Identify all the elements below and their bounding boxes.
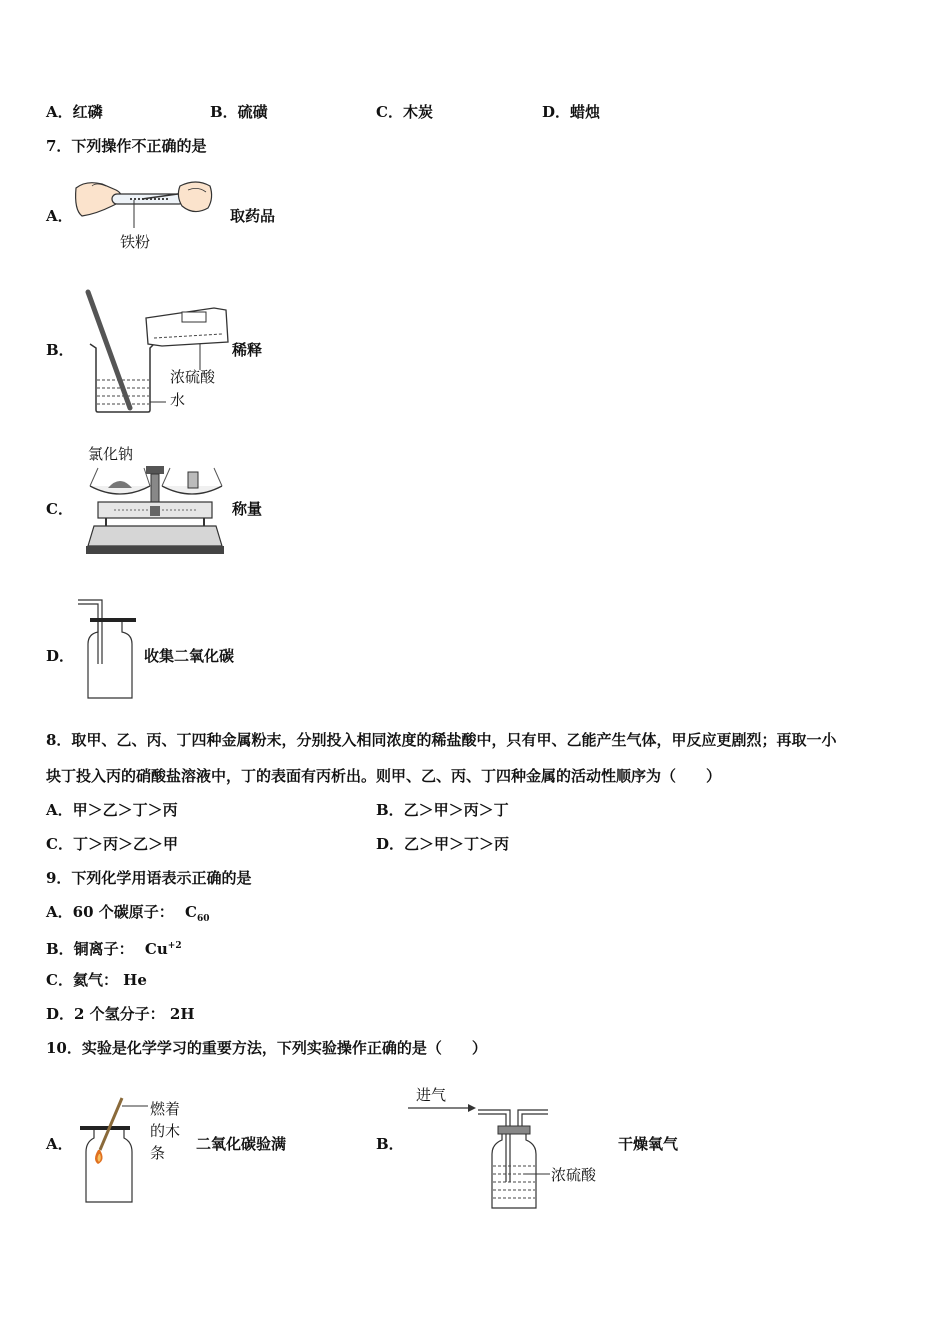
q7-b-dilute-figure (82, 288, 232, 416)
q9-option-b (46, 936, 182, 959)
q6-option-a: A．红磷 (46, 103, 103, 121)
q10-b-caption: 干燥氧气 (618, 1135, 679, 1153)
q7-c-balance-figure (84, 462, 226, 556)
q7-c-letter: C． (46, 500, 73, 518)
q9-stem: 9．下列化学用语表示正确的是 (46, 869, 252, 887)
q10-b-label-acid: 浓硫酸 (551, 1166, 597, 1184)
q7-d-letter: D． (46, 647, 75, 665)
q8-stem-line1: 8．取甲、乙、丙、丁四种金属粉末，分别投入相同浓度的稀盐酸中，只有甲、乙能产生气体，甲反应更剧烈；再取一小 (46, 731, 837, 749)
q9-b-formula: Cu (144, 940, 168, 958)
q10-a-co2-test-figure (74, 1094, 150, 1206)
q6-option-b: B．硫磺 (210, 103, 268, 121)
q7-a-letter: A． (46, 207, 73, 225)
q10-b-label-inlet: 进气 (416, 1086, 447, 1104)
q8-stem-line2: 块丁投入丙的硝酸盐溶液中，丁的表面有丙析出。则甲、乙、丙、丁四种金属的活动性顺序为（ ） (46, 767, 722, 785)
q9-b-superscript: +2 (167, 941, 182, 951)
q9-a-subscript: 60 (196, 914, 210, 924)
q7-d-caption: 收集二氧化碳 (144, 647, 235, 665)
q10-b-gas-wash-bottle-figure (404, 1098, 554, 1214)
q7-b-label-water: 水 (170, 391, 186, 409)
q7-a-caption: 取药品 (230, 207, 276, 225)
q9-b-text: B．铜离子： (46, 940, 134, 958)
q9-option-c: C．氦气： He (46, 971, 147, 989)
q9-a-formula: C (184, 903, 197, 921)
q7-d-gas-bottle-figure (76, 598, 140, 702)
q10-a-label-1: 燃着 (150, 1100, 181, 1118)
q10-a-caption: 二氧化碳验满 (196, 1135, 287, 1153)
q7-a-label-iron: 铁粉 (120, 233, 151, 251)
q6-option-c: C．木炭 (376, 103, 433, 121)
q7-stem: 7．下列操作不正确的是 (46, 137, 207, 155)
q7-b-label-acid: 浓硫酸 (170, 368, 216, 386)
q8-option-b: B．乙＞甲＞丙＞丁 (376, 801, 509, 819)
q7-b-letter: B． (46, 341, 74, 359)
q10-b-letter: B． (376, 1135, 404, 1153)
q7-c-caption: 称量 (232, 500, 263, 518)
q6-option-d: D．蜡烛 (542, 103, 601, 121)
q9-option-a (46, 902, 209, 929)
q9-option-d: D．2 个氢分子： 2H (46, 1005, 195, 1023)
q7-b-caption: 稀释 (232, 341, 263, 359)
q7-c-label-nacl: 氯化钠 (88, 445, 134, 463)
q10-stem: 10．实验是化学学习的重要方法，下列实验操作正确的是（ ） (46, 1039, 487, 1057)
q8-option-c: C．丁＞丙＞乙＞甲 (46, 835, 178, 853)
q10-a-label-2: 的木 (150, 1122, 181, 1140)
q7-a-take-powder-figure (72, 176, 217, 236)
q8-option-d: D．乙＞甲＞丁＞丙 (376, 835, 510, 853)
q8-option-a: A．甲＞乙＞丁＞丙 (46, 801, 178, 819)
q9-a-text: A．60 个碳原子： (46, 903, 174, 921)
q10-a-label-3: 条 (150, 1144, 166, 1162)
q10-a-letter: A． (46, 1135, 73, 1153)
